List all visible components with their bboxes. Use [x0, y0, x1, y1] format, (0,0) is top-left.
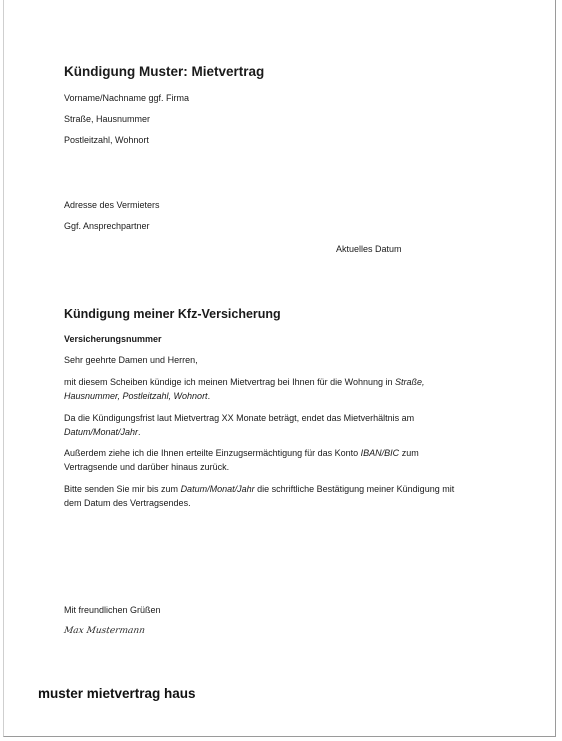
paragraph-1 — [64, 376, 504, 403]
recipient-contact: Ggf. Ansprechpartner — [64, 221, 150, 231]
paragraph-3-account: IBAN/BIC — [360, 448, 400, 458]
paragraph-1-end: . — [207, 390, 211, 401]
paragraph-3-text: Außerdem ziehe ich die Ihnen erteilte Einzugsermächtigung für das Konto — [64, 448, 361, 458]
sender-city: Postleitzahl, Wohnort — [64, 135, 149, 145]
paragraph-1-street: Straße, — [395, 377, 425, 387]
paragraph-2-text: Da die Kündigungsfrist laut Mietvertrag XX Monate beträgt, endet das Mietverhältnis am — [64, 413, 415, 423]
paragraph-2-end: . — [138, 426, 141, 437]
letter-title: Kündigung Muster: Mietvertrag — [64, 64, 265, 79]
recipient-address: Adresse des Vermieters — [64, 200, 160, 210]
signature: Max Mustermann — [63, 626, 146, 636]
sender-street: Straße, Hausnummer — [64, 114, 151, 124]
paragraph-3-end: Vertragsende und darüber hinaus zurück. — [64, 461, 230, 472]
paragraph-4-text-2: die schriftliche Bestätigung meiner Kündigung mit — [254, 484, 455, 494]
reference-line: Versicherungsnummer — [64, 334, 162, 344]
paragraph-4-end: dem Datum des Vertragsendes. — [64, 497, 191, 508]
paragraph-4 — [64, 483, 504, 510]
page-caption: muster mietvertrag haus — [38, 686, 196, 701]
closing: Mit freundlichen Grüßen — [64, 605, 161, 615]
paragraph-3 — [64, 447, 504, 474]
paragraph-4-text: Bitte senden Sie mir bis zum — [64, 484, 181, 494]
sender-name: Vorname/Nachname ggf. Firma — [64, 93, 190, 103]
paragraph-3-text-2: zum — [399, 448, 419, 458]
paragraph-1-text: mit diesem Scheiben kündige ich meinen Mietvertrag bei Ihnen für die Wohnung in — [64, 377, 396, 387]
letter-date: Aktuelles Datum — [336, 244, 402, 254]
paragraph-2 — [64, 412, 504, 439]
paragraph-4-date: Datum/Monat/Jahr — [180, 484, 255, 494]
letter-subject: Kündigung meiner Kfz-Versicherung — [64, 307, 281, 321]
paragraph-2-date: Datum/Monat/Jahr — [64, 426, 139, 437]
paragraph-1-address: Hausnummer, Postleitzahl, Wohnort — [64, 390, 208, 401]
salutation: Sehr geehrte Damen und Herren, — [64, 355, 198, 365]
